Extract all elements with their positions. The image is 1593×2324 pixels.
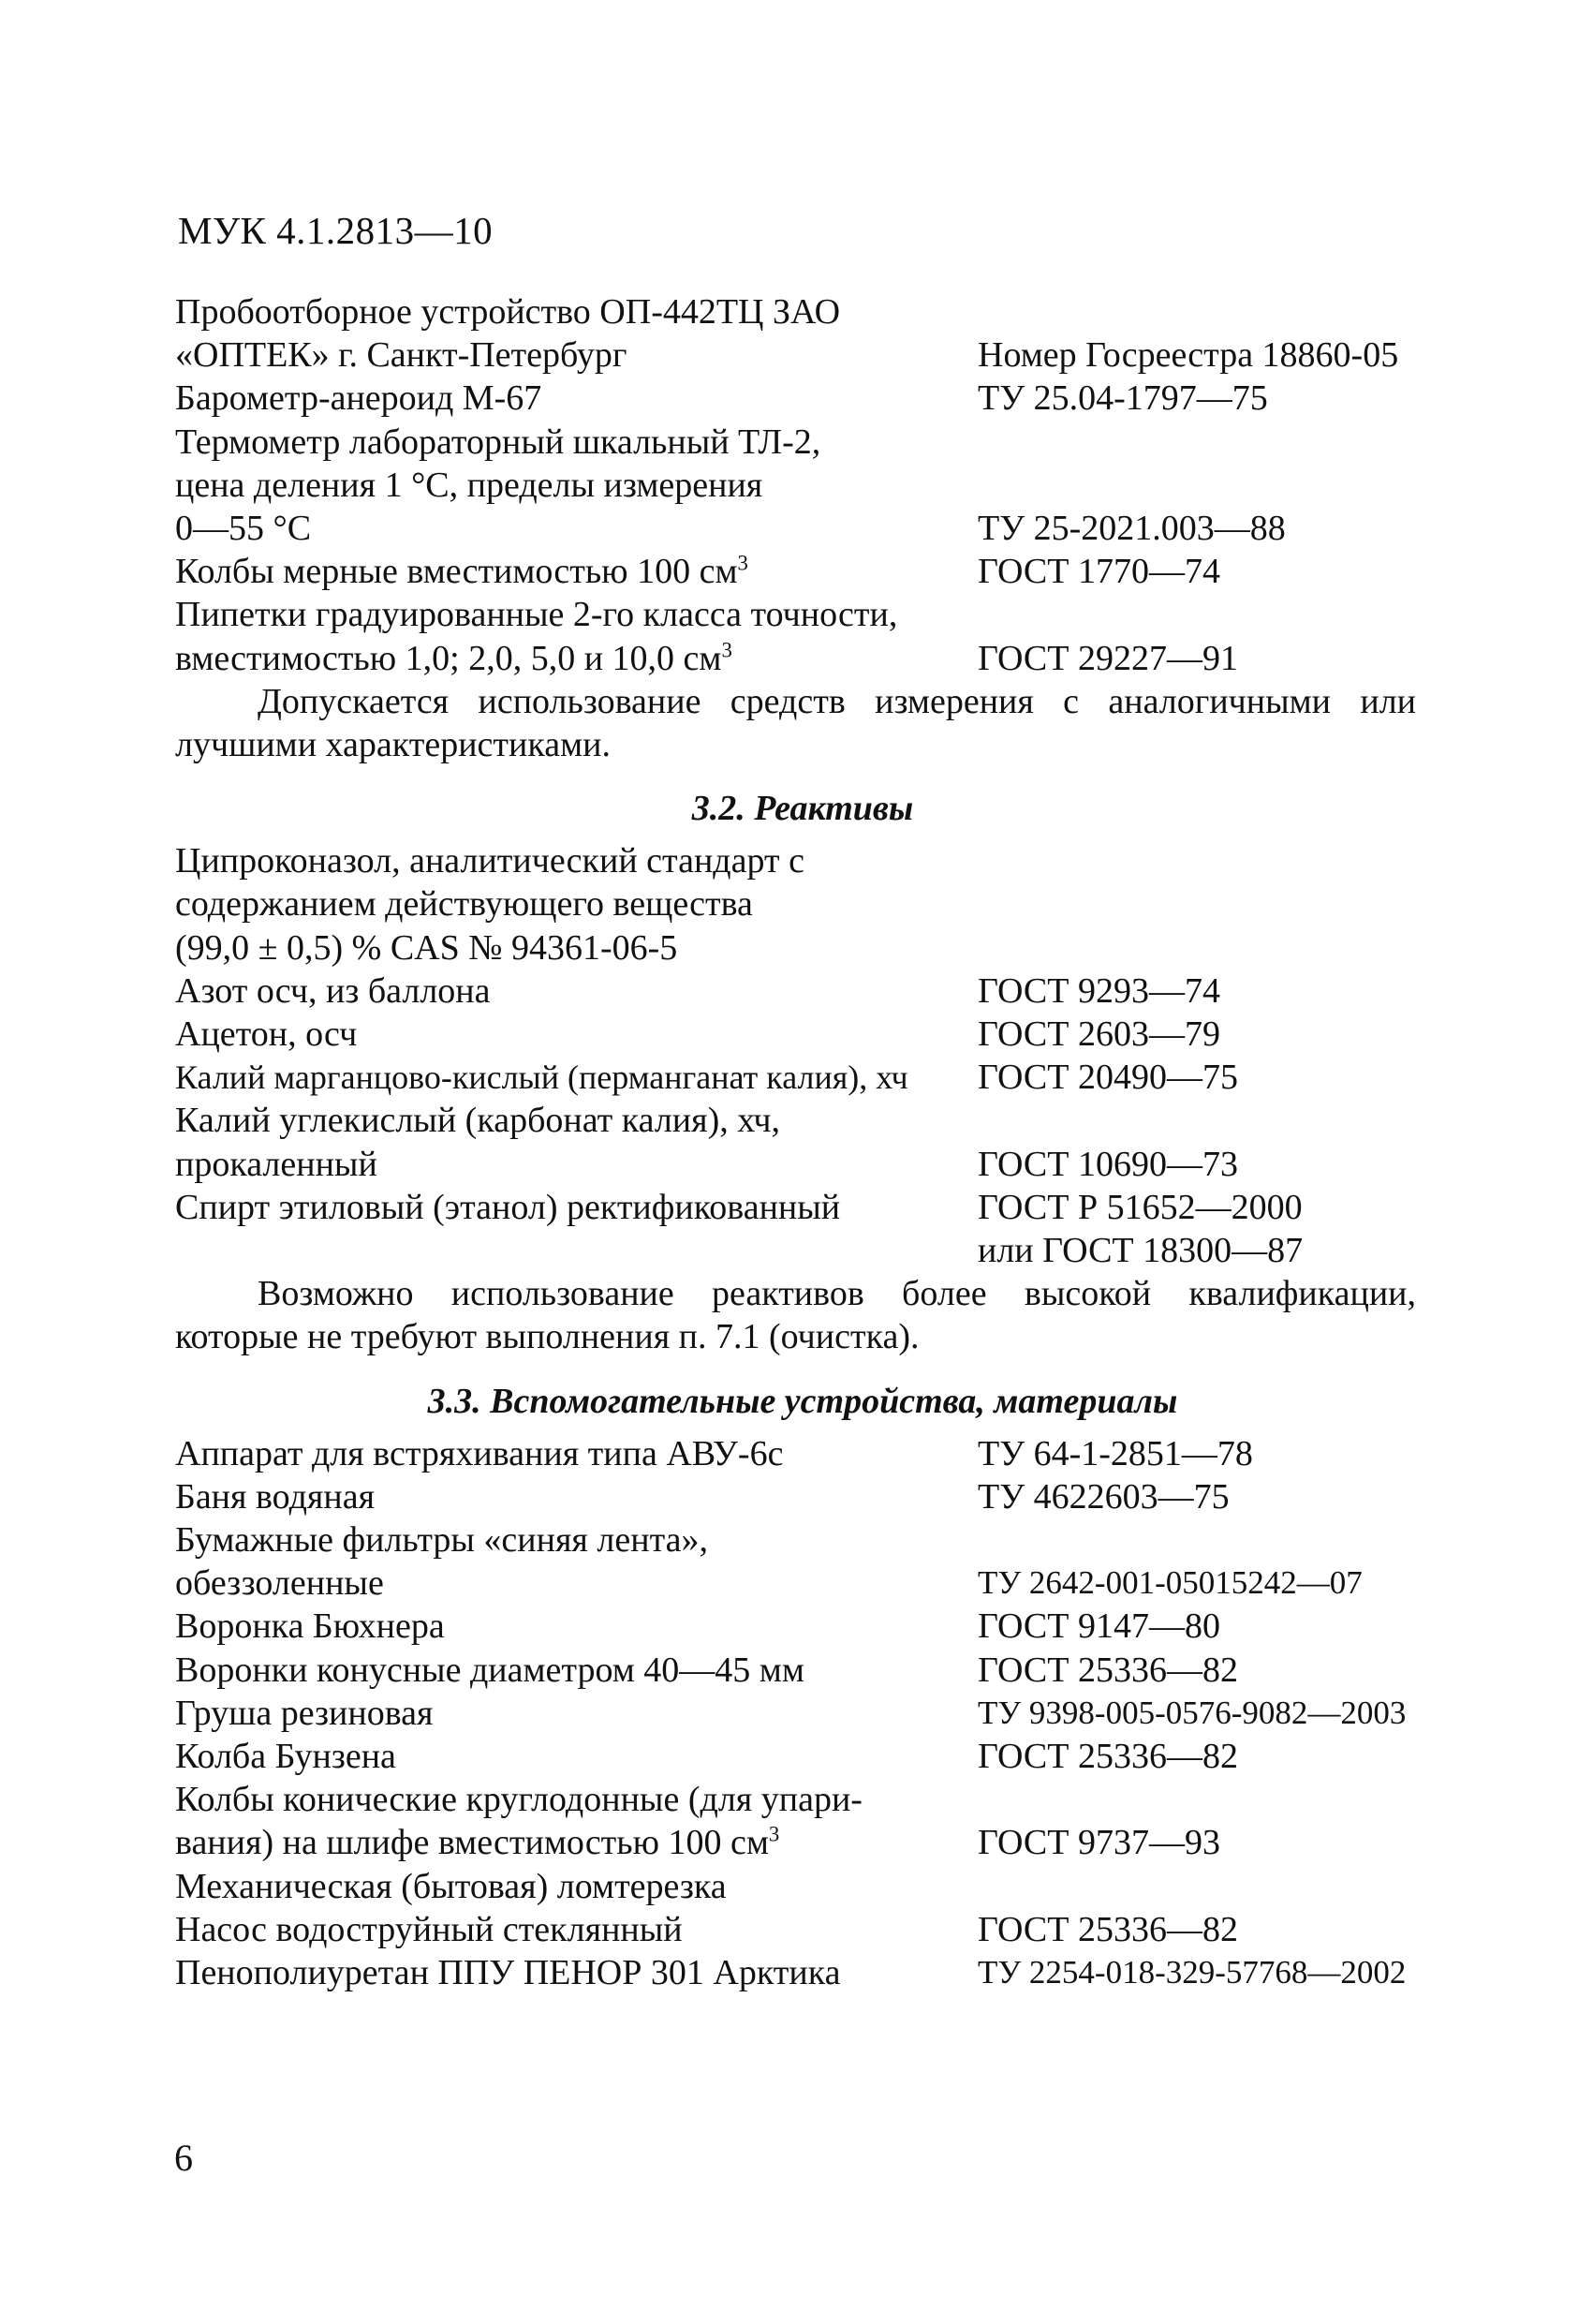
item-name: Колбы конические круглодонные (для упари- [175,1780,863,1820]
item-name: Калий углекислый (карбонат калия), хч, [175,1101,780,1141]
list-item [175,1778,1468,1821]
item-spec: ГОСТ 9293—74 [978,970,1220,1011]
item-name: Колбы мерные вместимостью 100 см [175,552,738,592]
list-item [175,1186,1468,1229]
list-item [175,421,1468,464]
auxiliary-list [175,1432,1468,1994]
note-line: Возможно использование реактивов более высокой квалификации, [258,1274,1416,1314]
list-item [175,637,1468,680]
reagents-list [175,839,1468,1272]
item-spec: ГОСТ 1770—74 [978,552,1220,592]
list-item [175,1143,1468,1186]
section-title-reagents: 3.2. Реактивы [691,789,914,829]
item-spec: ТУ 25-2021.003—88 [978,508,1286,548]
list-item [175,593,1468,636]
item-name-with-unit [175,1821,779,1864]
item-name: Баня водяная [175,1476,376,1517]
list-item [175,1056,1468,1099]
item-name: Ацетон, осч [175,1014,358,1054]
item-name: Азот осч, из баллона [175,970,491,1011]
item-name: (99,0 ± 0,5) % CAS № 94361-06-5 [175,927,678,968]
list-item [175,1518,1468,1562]
item-name: обеззоленные [175,1563,384,1604]
item-name: Бумажные фильтры «синяя лента», [175,1520,709,1561]
item-name: Ципроконазол, аналитический стандарт с [175,841,804,881]
list-item [175,1432,1468,1475]
item-name: Термометр лабораторный шкальный ТЛ-2, [175,422,821,462]
item-name: Спирт этиловый (этанол) ректификованный [175,1187,841,1227]
list-item [175,1821,1468,1864]
list-item [175,1951,1468,1994]
note-line: лучшими характеристиками. [175,724,611,764]
page-number: 6 [174,2137,193,2179]
item-spec: ГОСТ 25336—82 [978,1650,1238,1690]
item-name: вания) на шлифе вместимостью 100 см [175,1823,769,1863]
list-item [175,1865,1468,1908]
list-item [175,377,1468,420]
list-item [175,333,1468,377]
list-item [175,926,1468,970]
item-name: 0—55 °С [175,508,312,548]
item-name: Аппарат для встряхивания типа АВУ-6с [175,1433,784,1473]
item-spec: ГОСТ 25336—82 [978,1909,1238,1949]
item-spec: ГОСТ 20490—75 [978,1058,1238,1098]
item-name: Механическая (бытовая) ломтерезка [175,1866,727,1906]
note-line: Допускается использование средств измерения с аналогичными или [258,681,1416,721]
item-name: Пробоотборное устройство ОП-442ТЦ ЗАО [175,292,841,332]
item-spec: ГОСТ 2603—79 [978,1014,1220,1054]
item-spec: или ГОСТ 18300—87 [978,1230,1304,1270]
item-name: прокаленный [175,1144,377,1184]
item-spec: ГОСТ 9147—80 [978,1606,1220,1647]
list-item [175,1908,1468,1951]
item-spec: ГОСТ 29227—91 [978,638,1238,678]
reagents-note [175,1272,1416,1358]
unit-superscript: 3 [768,1822,780,1846]
instruments-note [175,680,1416,766]
item-spec: ТУ 2254-018-329-57768—2002 [978,1953,1407,1991]
document-body [175,290,1468,1994]
item-spec: ГОСТ 10690—73 [978,1144,1238,1184]
list-item [175,290,1468,333]
item-name-with-unit [175,637,732,680]
item-name: Барометр-анероид М-67 [175,378,542,419]
document-code: МУК 4.1.2813—10 [178,209,494,252]
item-spec: ГОСТ 25336—82 [978,1737,1238,1776]
section-title-auxiliary: 3.3. Вспомогательные устройства, материалы [427,1381,1178,1421]
list-item [175,1649,1468,1692]
item-name-with-unit [175,550,748,593]
item-name: Пипетки градуированные 2-го класса точности, [175,595,898,635]
item-name: Пенополиуретан ППУ ПЕНОР 301 Арктика [175,1952,841,1992]
list-item [175,882,1468,925]
list-item [175,464,1468,507]
list-item [175,1229,1468,1272]
item-name: Воронка Бюхнера [175,1606,445,1647]
item-spec: ТУ 25.04-1797—75 [978,378,1268,419]
list-item [175,970,1468,1013]
list-item [175,1013,1468,1056]
item-spec: ТУ 4622603—75 [978,1476,1230,1517]
list-item [175,1692,1468,1735]
note-line: которые не требуют выполнения п. 7.1 (очистка). [175,1317,920,1357]
item-name: Насос водоструйный стеклянный [175,1909,683,1949]
item-name: вместимостью 1,0; 2,0, 5,0 и 10,0 см [175,638,722,678]
item-name: Груша резиновая [175,1693,434,1733]
item-name: Колба Бунзена [175,1737,396,1776]
item-spec: Номер Госреестра 18860-05 [978,335,1399,376]
item-spec: ТУ 9398-005-0576-9082—2003 [978,1694,1407,1731]
item-spec: ТУ 2642-001-05015242—07 [978,1564,1363,1602]
list-item [175,1475,1468,1518]
list-item [175,1605,1468,1648]
list-item [175,550,1468,593]
list-item [175,1735,1468,1778]
item-name: цена деления 1 °С, пределы измерения [175,465,763,505]
item-name: Калий марганцово-кислый (перманганат калия), хч [175,1058,908,1097]
list-item [175,839,1468,882]
list-item [175,507,1468,550]
item-spec: ГОСТ 9737—93 [978,1823,1220,1863]
instruments-list [175,290,1468,680]
unit-superscript: 3 [721,637,732,661]
item-spec: ГОСТ Р 51652—2000 [978,1187,1303,1227]
unit-superscript: 3 [737,551,748,575]
list-item [175,1562,1468,1605]
item-name: содержанием действующего вещества [175,884,753,925]
item-spec: ТУ 64-1-2851—78 [978,1433,1253,1473]
item-name: «ОПТЕК» г. Санкт-Петербург [175,335,627,376]
item-name: Воронки конусные диаметром 40—45 мм [175,1650,804,1690]
list-item [175,1099,1468,1142]
